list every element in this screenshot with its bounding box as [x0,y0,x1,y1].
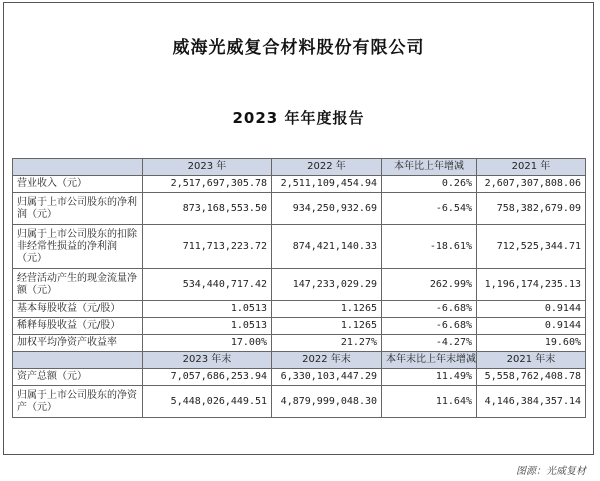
value-cell: 19.60% [477,335,586,352]
value-cell: -6.68% [382,301,477,318]
value-cell: 147,233,029.29 [272,269,382,301]
header-row-years [13,159,586,176]
financial-table [12,158,586,418]
header-cell: 2023 年末 [143,352,272,369]
report-title: 2023 年年度报告 [232,109,365,127]
value-cell: 874,421,140.33 [272,225,382,269]
value-cell: 0.26% [382,176,477,193]
value-cell: 4,146,384,357.14 [477,386,586,418]
table-row [13,176,586,193]
value-cell: 534,440,717.42 [143,269,272,301]
report-frame [3,2,594,455]
table-row [13,193,586,225]
value-cell: -6.54% [382,193,477,225]
value-cell: -18.61% [382,225,477,269]
table-row [13,269,586,301]
value-cell: 0.9144 [477,318,586,335]
value-cell: 1.0513 [143,318,272,335]
header-cell: 2021 年 [477,159,586,176]
value-cell: 21.27% [272,335,382,352]
table-row [13,318,586,335]
value-cell: 17.00% [143,335,272,352]
row-label: 营业收入（元） [13,176,143,193]
header-cell: 本年比上年增减 [382,159,477,176]
row-label: 资产总额（元） [13,369,143,386]
value-cell: 5,558,762,408.78 [477,369,586,386]
value-cell: -6.68% [382,318,477,335]
value-cell: -4.27% [382,335,477,352]
value-cell: 712,525,344.71 [477,225,586,269]
value-cell: 934,250,932.69 [272,193,382,225]
header-cell: 2023 年 [143,159,272,176]
value-cell: 5,448,026,449.51 [143,386,272,418]
header-cell: 2022 年 [272,159,382,176]
row-label: 经营活动产生的现金流量净额（元） [13,269,143,301]
row-label: 归属于上市公司股东的净资产（元） [13,386,143,418]
value-cell: 0.9144 [477,301,586,318]
image-source-caption: 图源：光威复材 [516,466,586,477]
value-cell: 7,057,686,253.94 [143,369,272,386]
value-cell: 11.49% [382,369,477,386]
header-cell: 2022 年末 [272,352,382,369]
table-row [13,301,586,318]
header-cell: 本年末比上年末增减 [382,352,477,369]
row-label: 加权平均净资产收益率 [13,335,143,352]
value-cell: 6,330,103,447.29 [272,369,382,386]
value-cell: 1.1265 [272,301,382,318]
value-cell: 4,879,999,048.30 [272,386,382,418]
value-cell: 1.1265 [272,318,382,335]
value-cell: 873,168,553.50 [143,193,272,225]
value-cell: 262.99% [382,269,477,301]
header-row-year-end [13,352,586,369]
table-row [13,335,586,352]
value-cell: 758,382,679.09 [477,193,586,225]
value-cell: 2,607,307,808.06 [477,176,586,193]
table-row [13,369,586,386]
header-cell: 2021 年末 [477,352,586,369]
value-cell: 11.64% [382,386,477,418]
value-cell: 1.0513 [143,301,272,318]
value-cell: 2,517,697,305.78 [143,176,272,193]
row-label: 稀释每股收益（元/股） [13,318,143,335]
value-cell: 1,196,174,235.13 [477,269,586,301]
header-cell [13,352,143,369]
value-cell: 711,713,223.72 [143,225,272,269]
table-row [13,386,586,418]
row-label: 基本每股收益（元/股） [13,301,143,318]
table-row [13,225,586,269]
header-cell [13,159,143,176]
row-label: 归属于上市公司股东的净利润（元） [13,193,143,225]
company-name: 威海光威复合材料股份有限公司 [172,38,425,58]
value-cell: 2,511,109,454.94 [272,176,382,193]
row-label: 归属于上市公司股东的扣除非经常性损益的净利润（元） [13,225,143,269]
